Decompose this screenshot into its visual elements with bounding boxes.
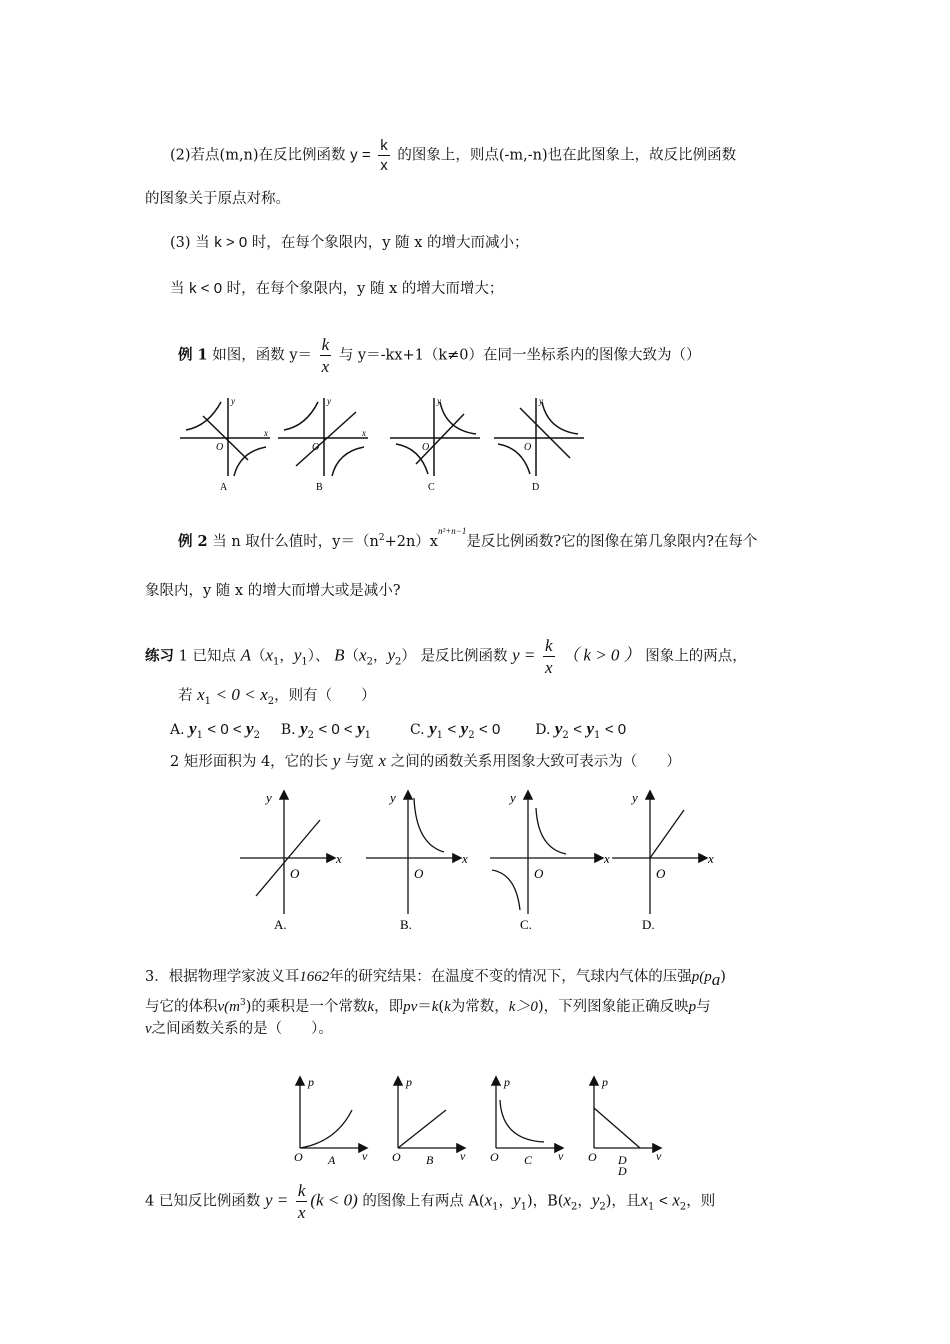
example-1-graphs (178, 394, 598, 494)
pr4-c2: ， (577, 1193, 592, 1210)
pr1-x2: x (359, 645, 367, 665)
pr4-yeq: y = (264, 1190, 289, 1210)
pr2-post: 之间的函数关系用图象大致可表示为（ ） (390, 754, 681, 770)
pr3-l2b: 的乘积是一个常数 (251, 998, 368, 1015)
graph-3A (294, 1075, 368, 1167)
pr3-l2e: ( (438, 998, 445, 1015)
option-label: C (524, 1153, 533, 1167)
pr1-if-x2: x (260, 685, 268, 704)
origin: O (414, 866, 424, 881)
pr1-if-x2sub: 2 (267, 695, 275, 707)
axis-y: y (327, 396, 331, 406)
axis-y: y (231, 396, 235, 406)
pr4-y1: y (513, 1190, 521, 1210)
option-label: A (328, 1153, 336, 1167)
frac-den: x (545, 658, 553, 677)
axis-y: y (510, 790, 516, 805)
ex1-post: 与 y＝-kx+1（k≠0）在同一坐标系内的图像大致为（） (338, 347, 701, 364)
frac-num: k (545, 636, 553, 655)
option-c-label: C. (409, 722, 425, 738)
optD-s1: 2 (562, 729, 569, 741)
optC-y1: y (429, 719, 437, 738)
axis-x: x (362, 428, 366, 438)
frac-num: k (321, 335, 330, 354)
pr3-l2d: ＝ (417, 998, 432, 1015)
optA-y1: y (189, 719, 197, 738)
ex2-post: 是反比例函数?它的图像在第几象限内?在每个 (466, 533, 758, 550)
pr4-s1: 1 (492, 1201, 499, 1213)
optA-y2: y (246, 719, 254, 738)
axis-x: x (708, 851, 714, 866)
origin: O (392, 1150, 401, 1164)
axis-y: y (390, 790, 396, 805)
frac-den: x (321, 357, 330, 376)
ex2-label: 例 2 (178, 532, 208, 550)
practice-1-if (178, 684, 376, 713)
axis-v: v (362, 1149, 368, 1163)
pr2-mid: 与宽 (344, 754, 374, 770)
practice-2-graphs (236, 786, 726, 936)
practice-3-line2 (145, 992, 711, 1018)
origin: O (524, 442, 532, 453)
optD-y2: y (586, 719, 594, 738)
pr3-l1a: 3．根据物理学家波义耳 (145, 969, 300, 985)
pr3-p2: p (688, 998, 697, 1015)
pr4-cs1: 1 (647, 1201, 655, 1213)
pr4-cx1: x (640, 1190, 648, 1210)
optC-y2: y (460, 719, 469, 738)
pr4-pre: 4 已知反比例函数 (145, 1193, 261, 1210)
pr1-y2: y (387, 645, 396, 665)
p3-cond: k > 0 (214, 234, 248, 251)
option-d-label: D. (535, 722, 551, 738)
optC-mid: < (447, 721, 457, 738)
option-label: D (618, 1153, 627, 1167)
p2-fraction (378, 138, 390, 173)
optD-mid: < (573, 721, 582, 738)
axis-x: x (264, 428, 268, 438)
origin: O (216, 442, 224, 453)
pr4-fraction (296, 1182, 308, 1221)
graph-D (494, 396, 584, 493)
optD-end: < 0 (604, 721, 627, 738)
practice-3-line1 (145, 966, 726, 991)
axis-p: p (406, 1075, 412, 1089)
pr3-k4: k＞0 (508, 998, 538, 1015)
p3b-cond: k < 0 (189, 280, 223, 297)
optC-s1: 1 (436, 729, 443, 741)
pr1-x2sub: 2 (366, 656, 373, 668)
pr1-paren: （ (250, 648, 266, 665)
pr1-y1: y (293, 645, 302, 665)
pr3-l2g: )，下列图象能正确反映 (537, 998, 689, 1015)
pr4-x2: x (563, 1190, 571, 1210)
option-c[interactable] (409, 719, 501, 741)
graph-3D (588, 1075, 662, 1178)
pr4-cx2: x (672, 1190, 680, 1210)
pr3-k3: k (444, 998, 451, 1015)
pr1-text3: 图象上的两点， (645, 648, 747, 665)
option-label: C. (520, 917, 532, 932)
example-1 (178, 336, 701, 375)
graph-A (180, 396, 270, 493)
pr1-y1sub: 1 (301, 656, 308, 668)
p3-post: 时，在每个象限内，y 随 x 的增大而减小； (251, 235, 529, 251)
pr3-pa: (p (699, 969, 712, 985)
option-label: D (532, 482, 540, 493)
p2-text-post: 的图象上，则点(-m,-n)也在此图象上，故反比例函数 (397, 147, 737, 164)
pr4-x1: x (484, 1190, 493, 1210)
optB-y1: y (300, 719, 308, 738)
p3b-pre: 当 (170, 281, 185, 297)
practice-4 (145, 1182, 715, 1221)
pr1-if-x1: x (197, 685, 205, 704)
optC-end: < 0 (479, 721, 501, 738)
origin: O (588, 1150, 597, 1164)
pr1-yeq: y = (512, 645, 536, 665)
pr4-y2: y (591, 1190, 600, 1210)
p2-y: y = (350, 146, 371, 164)
axis-p: p (602, 1075, 608, 1089)
option-label-extra: D (618, 1164, 627, 1178)
axis-x: x (336, 851, 342, 866)
example-2 (178, 526, 757, 553)
pr2-pre: 2 矩形面积为 4，它的长 (170, 754, 329, 770)
optD-s2: 1 (594, 729, 601, 741)
pr1-x1: x (265, 645, 273, 665)
pr3-l2h: 与 (696, 998, 711, 1015)
ex1-fraction (320, 336, 332, 375)
pr3-l2c: ，即 (374, 998, 404, 1015)
option-b[interactable] (280, 719, 372, 741)
optB-s2: 1 (364, 729, 372, 741)
optB-mid: < 0 < (318, 721, 353, 738)
pr3-year: 1662 (299, 969, 330, 985)
option-label: A (220, 482, 228, 493)
option-d[interactable] (535, 719, 627, 741)
graph-C (390, 396, 480, 493)
pr4-cs2: 2 (679, 1201, 687, 1213)
paragraph-2-cont: 的图象关于原点对称。 (145, 191, 290, 207)
pr3-l3a: v (145, 1021, 152, 1037)
pr1-if-x1sub: 1 (204, 695, 212, 707)
pr4-mid: 的图像上有两点 A( (362, 1193, 485, 1210)
frac-den: x (297, 1203, 306, 1222)
paragraph-3b (170, 278, 503, 300)
axis-y: y (632, 790, 638, 805)
p3b-post: 时，在每个象限内，y 随 x 的增大而增大； (226, 281, 504, 297)
pr1-y2sub: 2 (395, 656, 402, 668)
pr1-x1sub: 1 (273, 656, 280, 668)
axis-p: p (308, 1075, 314, 1089)
origin: O (290, 866, 300, 881)
pr1-paren: （ (344, 648, 360, 665)
frac-num: k (297, 1181, 306, 1200)
axis-x: x (462, 851, 468, 866)
pr1-fraction (543, 637, 555, 676)
practice-2 (170, 750, 681, 773)
pr1-comma: ， (372, 648, 388, 665)
pr2-y: y (332, 751, 341, 770)
optA-mid: < 0 < (207, 721, 242, 738)
example-2-cont: 象限内，y 随 x 的增大而增大或是减小? (145, 583, 401, 599)
graph-B (278, 396, 368, 493)
ex2-pre: 当 n 取什么值时，y＝（n (212, 533, 379, 550)
paragraph-2 (170, 138, 736, 173)
graph-2B (366, 790, 468, 932)
pr3-m3sup: 3 (240, 998, 246, 1008)
axis-v: v (558, 1149, 564, 1163)
optD-y1: y (554, 719, 563, 738)
pr1-A: A (240, 645, 251, 665)
option-label: B. (400, 917, 412, 932)
pr2-x: x (378, 751, 387, 770)
pr3-m3: (m (224, 998, 240, 1015)
pr3-paclose: ) (720, 969, 726, 985)
frac-num: k (380, 137, 388, 154)
pr3-v: v (217, 998, 225, 1015)
paragraph-3 (170, 232, 529, 254)
optA-s2: 2 (253, 729, 260, 741)
pr4-s2b: 2 (599, 1201, 606, 1213)
practice-1: 练习 1 已知点 $A(x_1$，$y_1$）、 $B(x_2$，$y_2$） 是反比例函数 y = $\frac{k}{x}$ （ k > 0 ） 图象上的两点， (145, 636, 747, 677)
ex2-sup: 2 (378, 533, 385, 543)
pr1-label: 练习 (145, 647, 174, 665)
option-a[interactable] (170, 719, 260, 741)
pr3-k2: k (431, 998, 439, 1015)
pr4-cond: (k < 0) (310, 1190, 358, 1210)
graph-2C (490, 790, 610, 932)
pr1-if-pre: 若 (178, 688, 193, 704)
pr3-l2a: 与它的体积 (145, 998, 218, 1015)
optA-s1: 1 (196, 729, 203, 741)
pr1-text1: 1 已知点 (178, 648, 236, 665)
ex2-exponent: n²+n−1 (437, 526, 467, 536)
axis-p: p (504, 1075, 510, 1089)
graph-3B (392, 1075, 466, 1167)
pr1-comma: ， (279, 648, 294, 665)
pr1-if-post: ，则有（ ） (274, 688, 376, 704)
pr3-k: k (367, 998, 375, 1015)
pr4-c: ， (498, 1193, 514, 1210)
optB-y2: y (357, 719, 365, 738)
option-label: B (316, 482, 323, 493)
ex2-mid: +2n）x (384, 533, 438, 550)
option-label: C (428, 482, 435, 493)
pr3-pasub: a (711, 969, 721, 989)
pr3-l3b: 之间函数关系的是（ ）。 (151, 1021, 333, 1037)
pr3-l1b: 年的研究结果：在温度不变的情况下，气球内气体的压强 (329, 969, 692, 985)
origin: O (294, 1150, 303, 1164)
graph-2A (240, 790, 342, 932)
origin: O (422, 442, 430, 453)
pr4-s1b: 1 (520, 1201, 527, 1213)
pr4-post: ，则 (686, 1193, 716, 1210)
pr3-m3close: ) (245, 998, 252, 1015)
optB-s1: 2 (307, 729, 314, 741)
option-label: A. (274, 917, 287, 932)
pr1-B: B (334, 645, 345, 665)
pr1-cond: （ k > 0 ） (562, 645, 641, 665)
practice-1-options (170, 718, 626, 747)
axis-y: y (437, 396, 441, 406)
option-label: D. (642, 917, 655, 932)
pr3-p: p (691, 969, 700, 985)
ex1-label: 例 1 (178, 346, 208, 364)
pr3-pv: pv (403, 998, 418, 1015)
option-label: B (426, 1153, 434, 1167)
axis-v: v (460, 1149, 466, 1163)
pr1-paren2: ）、 (307, 648, 330, 665)
practice-3-line3 (145, 1018, 333, 1040)
axis-x: x (604, 851, 610, 866)
axis-y: y (266, 790, 272, 805)
p2-text-pre: (2)若点(m,n)在反比例函数 (170, 147, 346, 164)
pr1-text2: 是反比例函数 (420, 648, 508, 665)
origin: O (534, 866, 544, 881)
ex1-pre: 如图，函数 y＝ (212, 347, 313, 364)
p3-pre: (3) 当 (170, 235, 210, 251)
practice-3-graphs (290, 1072, 670, 1188)
axis-v: v (656, 1149, 662, 1163)
axis-y: y (539, 396, 543, 406)
graph-2D (612, 790, 714, 932)
pr4-s2: 2 (570, 1201, 578, 1213)
option-a-label: A. (170, 722, 185, 738)
optC-s2: 2 (468, 729, 475, 741)
pr4-mid2: )，B( (526, 1193, 564, 1210)
graph-3C (490, 1075, 564, 1167)
origin: O (490, 1150, 499, 1164)
option-b-label: B. (280, 722, 296, 738)
pr4-mid3: )，且 (605, 1193, 641, 1210)
pr3-l2f: 为常数， (450, 998, 509, 1015)
origin: O (656, 866, 666, 881)
frac-den: x (380, 157, 388, 174)
origin: O (312, 442, 320, 453)
pr4-cmp: < (658, 1192, 668, 1210)
pr1-if-cond: < 0 < (215, 685, 256, 704)
